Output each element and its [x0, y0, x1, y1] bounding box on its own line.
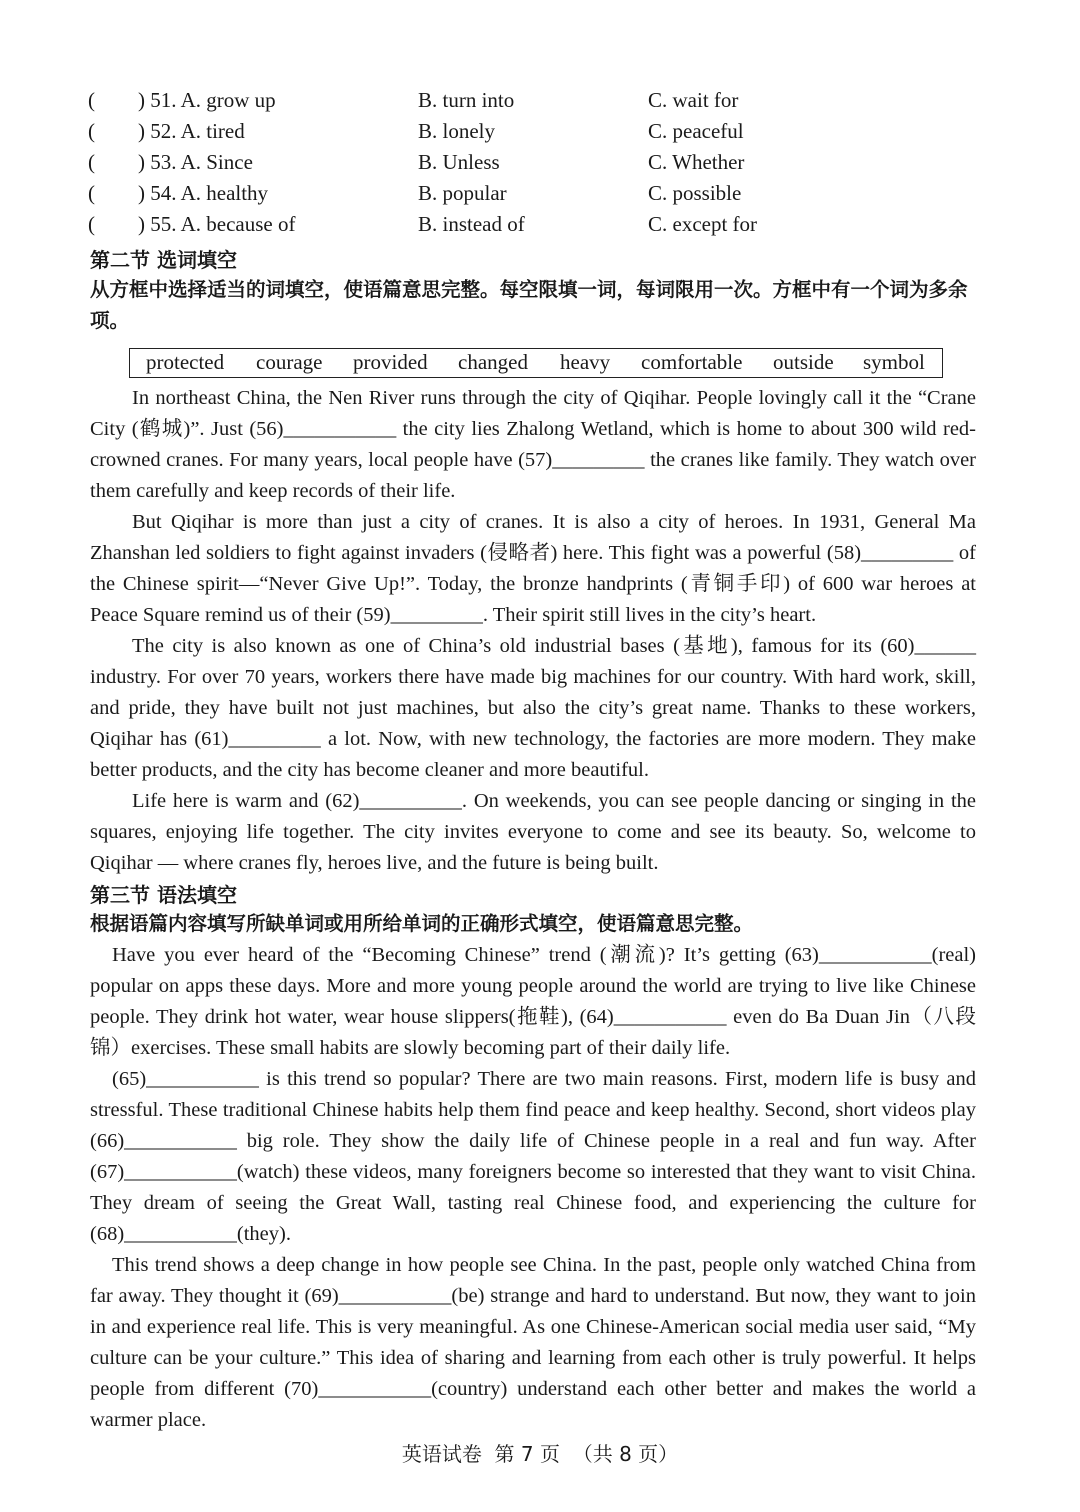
answer-paren: ( — [88, 212, 95, 236]
section3-instruction: 根据语篇内容填写所缺单词或用所给单词的正确形式填空，使语篇意思完整。 — [90, 912, 754, 935]
section2-paragraph — [90, 383, 976, 507]
option-a: ) 55. A. because of — [138, 212, 296, 236]
answer-paren: ( — [88, 150, 95, 174]
paragraph-text: But Qiqihar is more than just a city of cranes. It is also a city of heroes. In 1931, General Ma Zhanshan led soldiers to fight against invaders (侵略者) here. This fight was a powerful (58)_________ of the Chinese spirit—“Never Give Up!”. Today, the bronze handprints (青铜手印) of 600 war heroes at Peace Square remind us of their (59)_________. Their spirit still lives in the city’s heart. — [90, 511, 976, 626]
option-c: C. possible — [648, 181, 742, 205]
paragraph-text: In northeast China, the Nen River runs through the city of Qiqihar. People lovingly call it the “Crane City (鹤城)”. Just (56)___________ the city lies Zhalong Wetland, which is home to about 300 wild red-crowned cranes. For many years, local people have (57)_________ the cranes like family. They watch over them carefully and keep records of their life. — [90, 387, 976, 502]
answer-paren: ( — [88, 181, 95, 205]
word-bank-item: symbol — [863, 350, 925, 374]
option-b: B. lonely — [418, 119, 495, 143]
section2-heading: 第二节 选词填空 — [90, 248, 237, 272]
option-a: ) 52. A. tired — [138, 119, 245, 143]
paragraph-text: This trend shows a deep change in how people see China. In the past, people only watched China from far away. They thought it (69)___________(be) strange and hard to understand. But now, they want to join in and experience real life. This is very meaningful. As one Chinese-American social media user said, “My culture can be your culture.” This idea of sharing and learning from each other is truly powerful. It helps people from different (70)___________(country) understand each other better and makes the world a warmer place. — [90, 1254, 976, 1431]
section2-paragraph — [90, 631, 976, 786]
section3-paragraph — [90, 940, 976, 1064]
option-c: C. wait for — [648, 88, 739, 112]
option-b: B. turn into — [418, 88, 515, 112]
paragraph-text: (65)___________ is this trend so popular? There are two main reasons. First, modern life is busy and stressful. These traditional Chinese habits help them find peace and keep healthy. Second, short videos play (66)___________ big role. They show the daily life of Chinese people in a real and fun way. After (67)___________(watch) these videos, many foreigners become so interested that they want to visit China. They dream of seeing the Great Wall, tasting real Chinese food, and experiencing the culture for (68)___________(they). — [90, 1068, 976, 1245]
word-bank-item: outside — [773, 350, 834, 374]
section3-paragraph — [90, 1064, 976, 1250]
section3-heading: 第三节 语法填空 — [90, 883, 237, 907]
answer-paren: ( — [88, 119, 95, 143]
word-bank-item: changed — [458, 350, 528, 374]
answer-paren: ( — [88, 88, 95, 112]
section3-paragraph — [90, 1250, 976, 1436]
section2-instruction: 从方框中选择适当的词填空，使语篇意思完整。每空限填一词，每词限用一次。方框中有一个词为多余项。 — [90, 278, 968, 332]
option-a: ) 54. A. healthy — [138, 181, 269, 205]
paragraph-text: The city is also known as one of China’s old industrial bases (基地), famous for its (60)______ industry. For over 70 years, workers there have made big machines for our country. With hard work, skill, and pride, they have built not just machines, but also the city’s great name. Thanks to these workers, Qiqihar has (61)_________ a lot. Now, with new technology, the factories are more modern. They make better products, and the city has become cleaner and more beautiful. — [90, 635, 976, 781]
paragraph-text: Have you ever heard of the “Becoming Chinese” trend (潮流)? It’s getting (63)___________(real) popular on apps these days. More and more young people around the world are trying to live like Chinese people. They drink hot water, wear house slippers(拖鞋), (64)___________ even do Ba Duan Jin（八段锦）exercises. These small habits are slowly becoming part of their daily life. — [90, 944, 976, 1059]
option-c: C. peaceful — [648, 119, 744, 143]
word-bank-item: provided — [353, 350, 428, 374]
option-a: ) 51. A. grow up — [138, 88, 276, 112]
word-bank-box — [129, 348, 943, 378]
word-bank-item: courage — [256, 350, 323, 374]
option-b: B. Unless — [418, 150, 500, 174]
page-footer: 英语试卷 第 7 页 （共 8 页） — [401, 1442, 679, 1466]
option-c: C. Whether — [648, 150, 745, 174]
option-b: B. instead of — [418, 212, 525, 236]
option-a: ) 53. A. Since — [138, 150, 253, 174]
section2-paragraph — [90, 786, 976, 879]
section2-paragraph — [90, 507, 976, 631]
word-bank-item: protected — [146, 350, 225, 374]
word-bank-item: comfortable — [641, 350, 743, 374]
option-c: C. except for — [648, 212, 758, 236]
option-b: B. popular — [418, 181, 507, 205]
paragraph-text: Life here is warm and (62)__________. On weekends, you can see people dancing or singing in the squares, enjoying life together. The city invites everyone to come and see its beauty. So, welcome to Qiqihar — where cranes fly, heroes live, and the future is being built. — [90, 790, 976, 874]
word-bank-item: heavy — [560, 350, 611, 374]
